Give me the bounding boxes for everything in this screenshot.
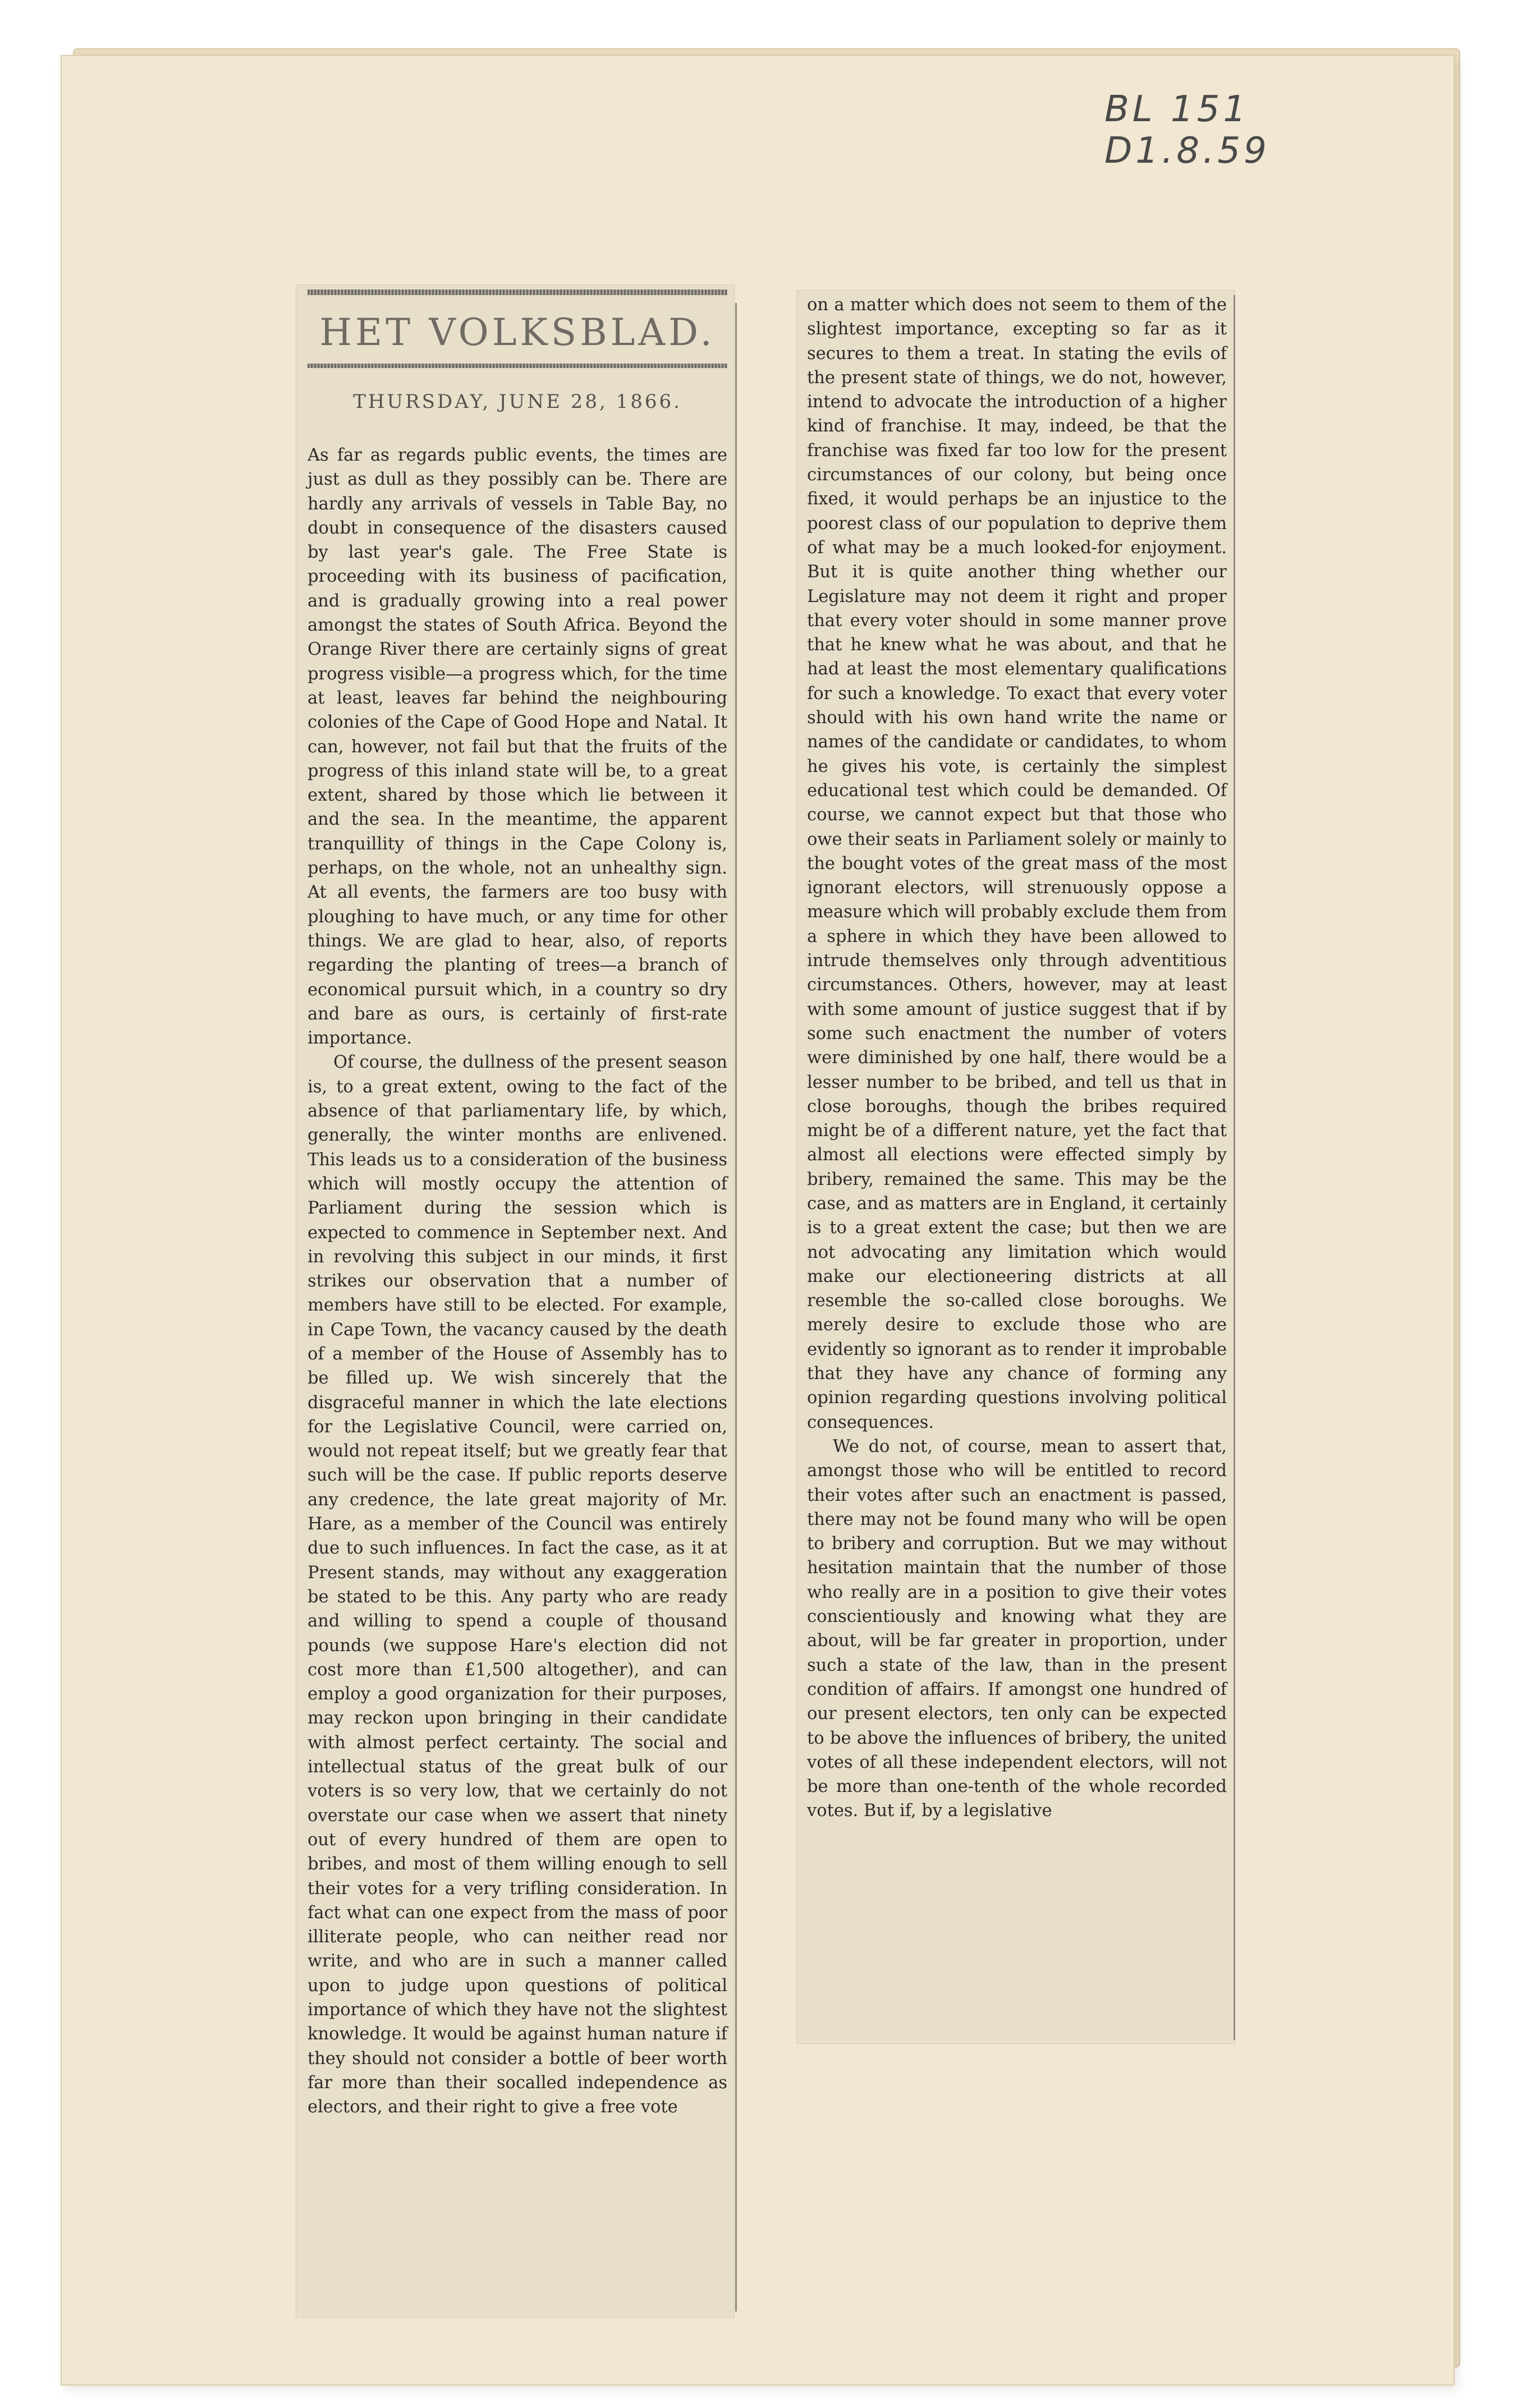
- article-paragraph: on a matter which does not seem to them of the slightest importance, excepting so far as it secures to them a treat. In stating the evils of the present state of things, we do not, however, intend to advocate the introduction of a higher kind of franchise. It may, indeed, be that the franchise was fixed far too low for the present circumstances of our colony, but being once fixed, it would perhaps be an injustice to the poorest class of our population to deprive them of what may be a much looked-for enjoyment. But it is quite another thing whether our Legislature may not deem it right and proper that every voter should in some manner prove that he knew what he was about, and that he had at least the most elementary qualifications for such a knowledge. To exact that every voter should with his own hand write the name or names of the candidate or candidates, to whom he gives his vote, is certainly the simplest educational test which could be demanded. Of course, we cannot expect but that those who owe their seats in Parliament solely or mainly to the bought votes of the great mass of the most ignorant electors, will strenuously oppose a measure which will probably exclude them from a sphere in which they have been allowed to intrude themselves only through adventitious circumstances. Others, however, may at least with some amount of justice suggest that if by some such enactment the number of voters were diminished by one half, there would be a lesser number to be bribed, and tell us that in close boroughs, though the bribes required might be of a different nature, yet the fact that almost all elections were effected simply by bribery, remained the same. This may be the case, and as matters are in England, it certainly is to a great extent the case; but then we are not advocating any limitation which would make our electioneering districts at all resemble the so-called close boroughs. We merely desire to exclude those who are evidently so ignorant as to render it improbable that they have any chance of forming any opinion regarding questions involving political consequences.: [807, 295, 1227, 1432]
- column-rule-right: [1234, 295, 1235, 2040]
- article-right-column: [807, 293, 1227, 1823]
- article-paragraph: Of course, the dullness of the present season is, to a great extent, owing to the fact of the absence of that parliamentary life, by which, generally, the winter months are enlivened. This leads us to a consideration of the business which will mostly occupy the attention of Parliament during the session which is expected to commence in September next. And in revolving this subject in our minds, it first strikes our observation that a number of members have still to be elected. For example, in Cape Town, the vacancy caused by the death of a member of the House of Assembly has to be filled up. We wish sincerely that the disgraceful manner in which the late elections for the Legislative Council, were carried on, would not repeat itself; but we greatly fear that such will be the case. If public reports deserve any credence, the late great majority of Mr. Hare, as a member of the Council was entirely due to such influences. In fact the case, as it at Present stands, may without any exaggeration be stated to be this. Any party who are ready and willing to spend a couple of thousand pounds (we suppose Hare's election did not cost more than £1,500 altogether), and can employ a good organization for their purposes, may reckon upon bringing in their candidate with almost perfect certainty. The social and intellectual status of the great bulk of our voters is so very low, that we certainly do not overstate our case when we assert that ninety out of every hundred of them are open to bribes, and most of them willing enough to sell their votes for a very trifling consideration. In fact what can one expect from the mass of poor illiterate people, who can neither read nor write, and who are in such a manner called upon to judge upon questions of political importance of which they have not the slightest knowledge. It would be against human nature if they should not consider a bottle of beer worth far more than their socalled independence as electors, and their right to give a free vote: [308, 1053, 727, 2117]
- archive-reference: BL 151 D1.8.59: [1104, 89, 1270, 172]
- article-paragraph: As far as regards public events, the times are just as dull as they possibly can be. There are hardly any arrivals of vessels in Table Bay, no doubt in consequence of the disasters caused by last year's gale. The Free State is proceeding with its business of pacification, and is gradually growing into a real power amongst the states of South Africa. Beyond the Orange River there are certainly signs of great progress visible—a progress which, for the time at least, leaves far behind the neighbouring colonies of the Cape of Good Hope and Natal. It can, however, not fail but that the fruits of the progress of this inland state will be, to a great extent, shared by those which lie between it and the sea. In the meantime, the apparent tranquillity of things in the Cape Colony is, perhaps, on the whole, not an unhealthy sign. At all events, the farmers are too busy with ploughing to have much, or any time for other things. We are glad to hear, also, of reports regarding the planting of trees—a branch of economical pursuit which, in a country so dry and bare as ours, is certainly of first-rate importance.: [308, 445, 727, 1049]
- issue-dateline: THURSDAY, JUNE 28, 1866.: [353, 390, 682, 413]
- newspaper-masthead: HET VOLKSBLAD.: [319, 311, 716, 354]
- mounting-sheet: [62, 56, 1454, 2384]
- article-paragraph: We do not, of course, mean to assert that, amongst those who will be entitled to record their votes after such an enactment is passed, there may not be found many who will be open to bribery and corruption. But we may without hesitation maintain that the number of those who really are in a position to give their votes conscientiously and knowing what they are about, will be far greater in proportion, under such a state of the law, than in the present condition of affairs. If amongst one hundred of our present electors, ten only can be expected to be above the influences of bribery, the united votes of all these independent electors, will not be more than one-tenth of the whole recorded votes. But if, by a legislative: [807, 1436, 1227, 1821]
- masthead-rule-bottom: [308, 364, 727, 368]
- article-left-column: [308, 443, 727, 2119]
- column-rule-left: [735, 303, 737, 2312]
- masthead-rule-top: [308, 289, 727, 295]
